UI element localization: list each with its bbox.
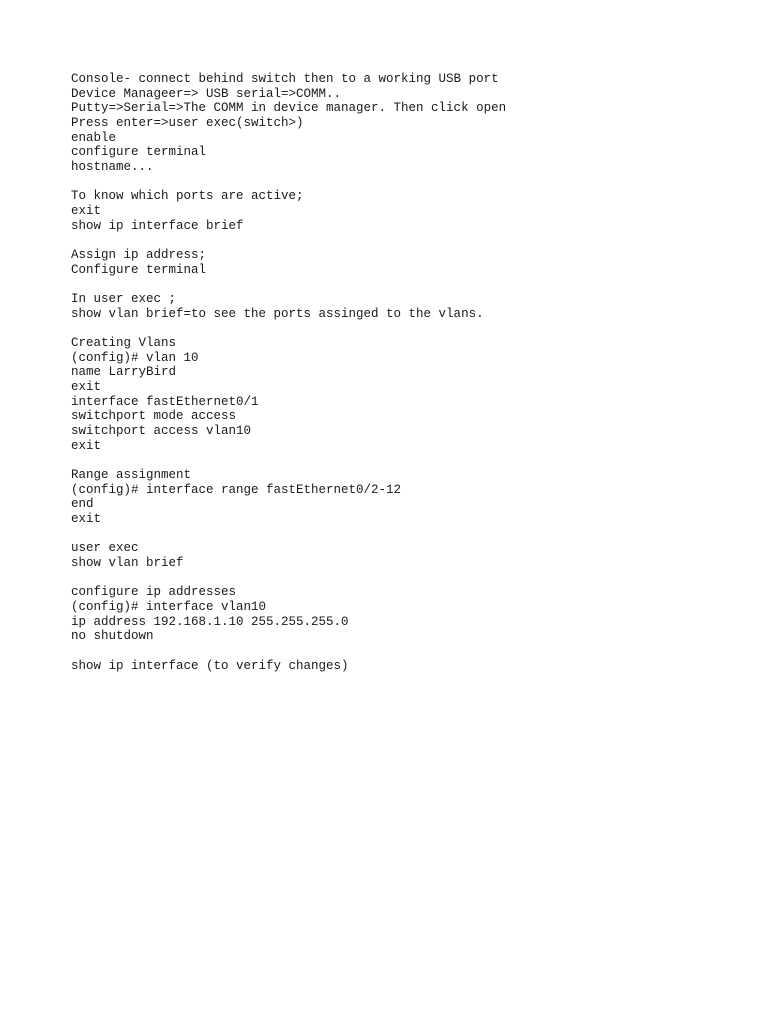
text-line: exit xyxy=(71,512,102,527)
text-line: To know which ports are active; xyxy=(71,189,304,204)
text-line xyxy=(71,527,506,542)
text-line xyxy=(71,453,506,468)
text-line: switchport mode access xyxy=(71,409,237,424)
text-line: Device Manageer=> USB serial=>COMM.. xyxy=(71,86,342,101)
text-line: In user exec ; xyxy=(71,292,177,307)
text-line: configure ip addresses xyxy=(71,585,237,600)
text-line: ip address 192.168.1.10 255.255.255.0 xyxy=(71,614,349,629)
text-line: (config)# vlan 10 xyxy=(71,350,199,365)
text-line: Assign ip address; xyxy=(71,248,207,263)
text-line: Console- connect behind switch then to a working USB port xyxy=(71,72,499,86)
text-line: switchport access vlan10 xyxy=(71,424,252,439)
text-line: show vlan brief xyxy=(71,556,184,571)
text-line: exit xyxy=(71,204,102,219)
text-line xyxy=(71,233,506,248)
text-line: no shutdown xyxy=(71,629,154,644)
text-line: Configure terminal xyxy=(71,262,207,277)
text-line: interface fastEthernet0/1 xyxy=(71,394,259,409)
text-line: (config)# interface vlan10 xyxy=(71,600,267,615)
text-line: exit xyxy=(71,438,102,453)
text-line: show ip interface brief xyxy=(71,218,244,233)
text-line xyxy=(71,321,506,336)
text-line: Creating Vlans xyxy=(71,336,177,351)
text-line: exit xyxy=(71,380,102,395)
text-line: hostname... xyxy=(71,160,154,175)
text-line xyxy=(71,644,506,659)
document-text xyxy=(71,72,506,673)
text-line: show vlan brief=to see the ports assinged to the vlans. xyxy=(71,306,484,321)
text-line xyxy=(71,175,506,190)
text-line xyxy=(71,571,506,586)
text-line xyxy=(71,277,506,292)
text-line: Press enter=>user exec(switch>) xyxy=(71,116,304,131)
text-line: Putty=>Serial=>The COMM in device manager. Then click open xyxy=(71,101,507,116)
text-line: name LarryBird xyxy=(71,365,177,380)
text-line: user exec xyxy=(71,541,139,556)
text-line: enable xyxy=(71,130,117,145)
text-line: (config)# interface range fastEthernet0/2-12 xyxy=(71,482,402,497)
text-line: end xyxy=(71,497,94,512)
text-line: Range assignment xyxy=(71,468,192,483)
text-line: show ip interface (to verify changes) xyxy=(71,658,349,673)
text-line: configure terminal xyxy=(71,145,207,160)
